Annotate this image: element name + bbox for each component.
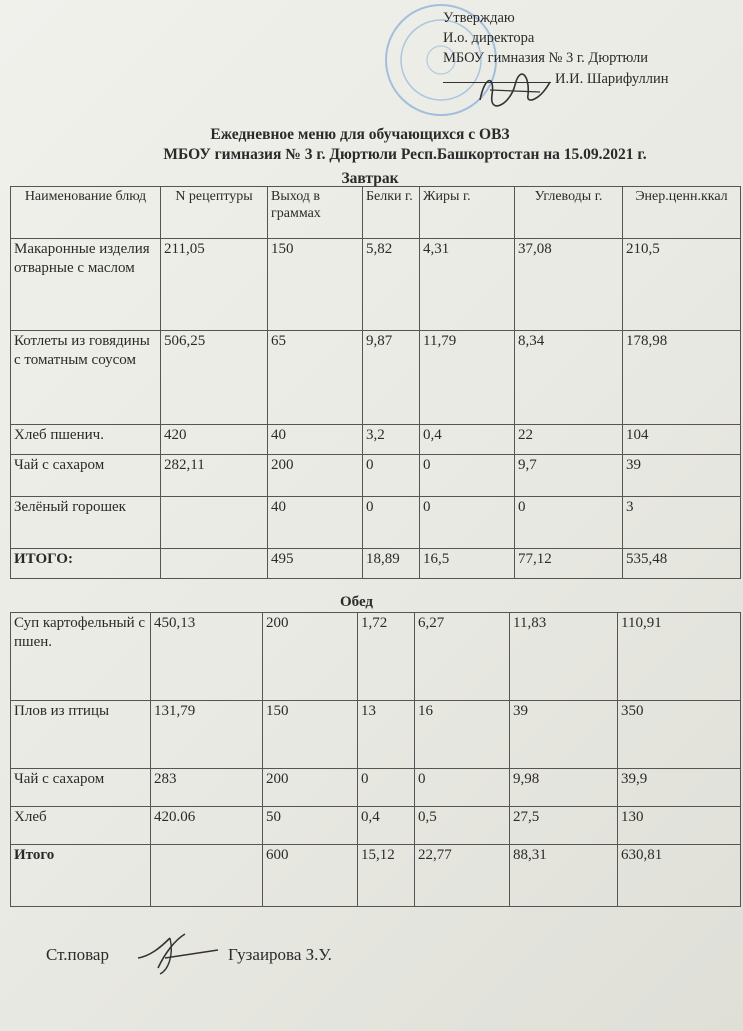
cell-yield: 40 [268,497,363,549]
cell-fats: 6,27 [415,613,510,701]
cell-dish: Зелёный горошек [11,497,161,549]
cell-recipe: 506,25 [161,331,268,425]
table-row [11,497,741,549]
table-row [11,807,741,845]
document-title: Ежедневное меню для обучающихся с ОВЗ [210,126,510,143]
cell-carbs: 88,31 [510,845,618,907]
header-dish: Наименование блюд [11,187,161,239]
cell-total-label: ИТОГО: [11,549,161,579]
cell-proteins: 15,12 [358,845,415,907]
cell-dish: Плов из птицы [11,701,151,769]
cell-recipe: 131,79 [151,701,263,769]
cell-carbs: 11,83 [510,613,618,701]
cell-yield: 150 [268,239,363,331]
cell-proteins: 3,2 [363,425,420,455]
cell-fats: 0 [420,455,515,497]
cell-energy: 104 [623,425,741,455]
cell-proteins: 1,72 [358,613,415,701]
cell-yield: 200 [268,455,363,497]
header-fats: Жиры г. [420,187,515,239]
cell-carbs: 37,08 [515,239,623,331]
cell-yield: 50 [263,807,358,845]
cell-carbs: 27,5 [510,807,618,845]
header-yield: Выход в граммах [268,187,363,239]
cell-recipe: 282,11 [161,455,268,497]
cell-proteins: 5,82 [363,239,420,331]
cell-carbs: 9,7 [515,455,623,497]
cell-proteins: 9,87 [363,331,420,425]
cell-proteins: 0 [363,455,420,497]
total-row [11,845,741,907]
header-proteins: Белки г. [363,187,420,239]
table-row [11,769,741,807]
cell-energy: 39,9 [618,769,741,807]
director-signature [470,70,560,110]
breakfast-label: Завтрак [341,170,399,187]
cell-carbs: 9,98 [510,769,618,807]
cell-recipe [161,549,268,579]
cell-proteins: 18,89 [363,549,420,579]
table-row [11,425,741,455]
cell-proteins: 0,4 [358,807,415,845]
breakfast-table [10,186,741,579]
approval-line-2: И.о. директора [443,30,535,46]
cell-dish: Хлеб пшенич. [11,425,161,455]
table-header-row [11,187,741,239]
cell-proteins: 0 [358,769,415,807]
cell-yield: 495 [268,549,363,579]
cell-energy: 350 [618,701,741,769]
cell-carbs: 39 [510,701,618,769]
cell-dish: Чай с сахаром [11,769,151,807]
document-subtitle: МБОУ гимназия № 3 г. Дюртюли Респ.Башкортостан на 15.09.2021 г. [163,146,647,163]
cell-fats: 0 [415,769,510,807]
cell-recipe: 420.06 [151,807,263,845]
cell-yield: 40 [268,425,363,455]
cell-dish: Хлеб [11,807,151,845]
header-energy: Энер.ценн.ккал [623,187,741,239]
cell-fats: 11,79 [420,331,515,425]
cell-carbs: 8,34 [515,331,623,425]
cell-dish: Котлеты из говядины с томатным соусом [11,331,161,425]
cell-carbs: 0 [515,497,623,549]
cell-carbs: 22 [515,425,623,455]
header-carbs: Углеводы г. [515,187,623,239]
table-row [11,701,741,769]
cook-signature [130,928,220,978]
cell-recipe [161,497,268,549]
approval-line-4: И.И. Шарифуллин [555,71,669,87]
cell-fats: 22,77 [415,845,510,907]
cell-recipe: 283 [151,769,263,807]
signature-role: Ст.повар [46,945,109,964]
signature-block [46,945,332,965]
cell-dish: Чай с сахаром [11,455,161,497]
cell-fats: 0 [420,497,515,549]
cell-total-label: Итого [11,845,151,907]
table-row [11,613,741,701]
cell-yield: 65 [268,331,363,425]
cell-energy: 39 [623,455,741,497]
cell-energy: 3 [623,497,741,549]
cell-energy: 130 [618,807,741,845]
table-row [11,239,741,331]
lunch-label: Обед [340,594,374,610]
cell-energy: 630,81 [618,845,741,907]
header-recipe-no: N рецептуры [161,187,268,239]
cell-proteins: 0 [363,497,420,549]
lunch-table [10,612,741,907]
cell-energy: 110,91 [618,613,741,701]
cell-fats: 16 [415,701,510,769]
cell-yield: 200 [263,769,358,807]
cell-dish: Макаронные изделия отварные с маслом [11,239,161,331]
cell-fats: 16,5 [420,549,515,579]
cell-carbs: 77,12 [515,549,623,579]
cell-recipe: 420 [161,425,268,455]
approval-line-1: Утверждаю [443,10,515,26]
approval-line-3: МБОУ гимназия № 3 г. Дюртюли [443,50,649,66]
table-row [11,331,741,425]
cell-fats: 0,5 [415,807,510,845]
total-row [11,549,741,579]
cell-yield: 200 [263,613,358,701]
cell-fats: 0,4 [420,425,515,455]
cell-recipe: 211,05 [161,239,268,331]
cell-recipe: 450,13 [151,613,263,701]
cell-dish: Суп картофельный с пшен. [11,613,151,701]
signature-name: Гузаирова З.У. [228,945,332,964]
cell-yield: 150 [263,701,358,769]
cell-energy: 210,5 [623,239,741,331]
cell-recipe [151,845,263,907]
table-row [11,455,741,497]
cell-yield: 600 [263,845,358,907]
cell-energy: 178,98 [623,331,741,425]
cell-energy: 535,48 [623,549,741,579]
cell-fats: 4,31 [420,239,515,331]
cell-proteins: 13 [358,701,415,769]
